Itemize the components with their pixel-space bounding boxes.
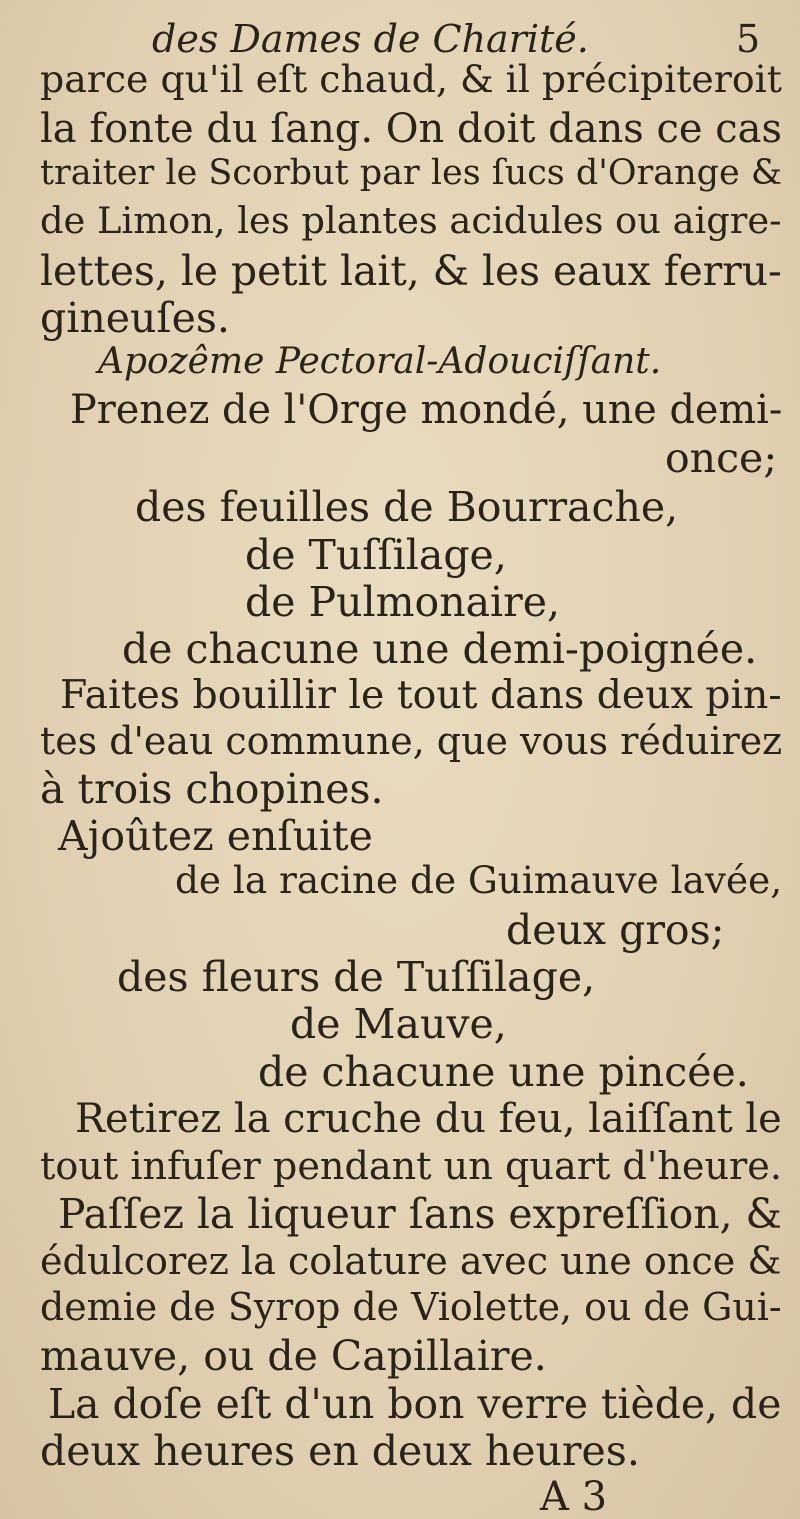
- text-line-20: de Mauve,: [290, 1000, 507, 1048]
- page-number: 5: [736, 17, 761, 61]
- section-title: Apozême Pectoral-Adouciſſant.: [98, 341, 662, 382]
- signature-mark: A 3: [540, 1474, 608, 1519]
- text-line-29: deux heures en deux heures.: [40, 1427, 640, 1475]
- text-line-17: de la racine de Guimauve lavée,: [175, 858, 783, 902]
- text-line-23: tout infuſer pendant un quart d'heure.: [40, 1144, 782, 1188]
- text-line-1: parce qu'il eſt chaud, & il précipiteroit: [40, 57, 782, 101]
- text-line-8: once;: [665, 434, 778, 482]
- text-line-25: édulcorez la colature avec une once &: [40, 1239, 782, 1283]
- text-line-2: la fonte du ſang. On doit dans ce cas: [40, 106, 782, 152]
- text-line-19: des fleurs de Tuſſilage,: [117, 953, 596, 1001]
- text-line-15: à trois chopines.: [40, 765, 384, 813]
- text-line-12: de chacune une demi-poignée.: [122, 625, 758, 673]
- text-line-6: gineuſes.: [40, 294, 230, 342]
- text-line-9: des feuilles de Bourrache,: [135, 483, 679, 531]
- text-line-5: lettes, le petit lait, & les eaux ferru-: [40, 247, 782, 295]
- text-line-3: traiter le Scorbut par les ſucs d'Orange &: [40, 153, 782, 193]
- text-line-21: de chacune une pincée.: [258, 1048, 749, 1096]
- text-line-4: de Limon, les plantes acidules ou aigre-: [40, 199, 782, 242]
- text-line-16: Ajoûtez enſuite: [58, 812, 373, 860]
- text-line-18: deux gros;: [506, 906, 725, 954]
- text-line-11: de Pulmonaire,: [245, 578, 561, 626]
- text-line-13: Faites bouillir le tout dans deux pin-: [60, 672, 782, 718]
- text-line-26: demie de Syrop de Violette, ou de Gui-: [40, 1285, 782, 1329]
- text-line-24: Paſſez la liqueur ſans expreſſion, &: [58, 1190, 782, 1238]
- text-line-27: mauve, ou de Capillaire.: [40, 1332, 547, 1380]
- text-line-28: La doſe eſt d'un bon verre tiède, de: [48, 1380, 782, 1428]
- text-line-22: Retirez la cruche du feu, laiſſant le: [75, 1096, 782, 1142]
- text-line-7: Prenez de l'Orge mondé, une demi-: [70, 387, 783, 433]
- text-line-10: de Tuſſilage,: [245, 531, 507, 579]
- text-line-14: tes d'eau commune, que vous réduirez: [40, 719, 783, 763]
- running-head: des Dames de Charité.: [152, 17, 589, 61]
